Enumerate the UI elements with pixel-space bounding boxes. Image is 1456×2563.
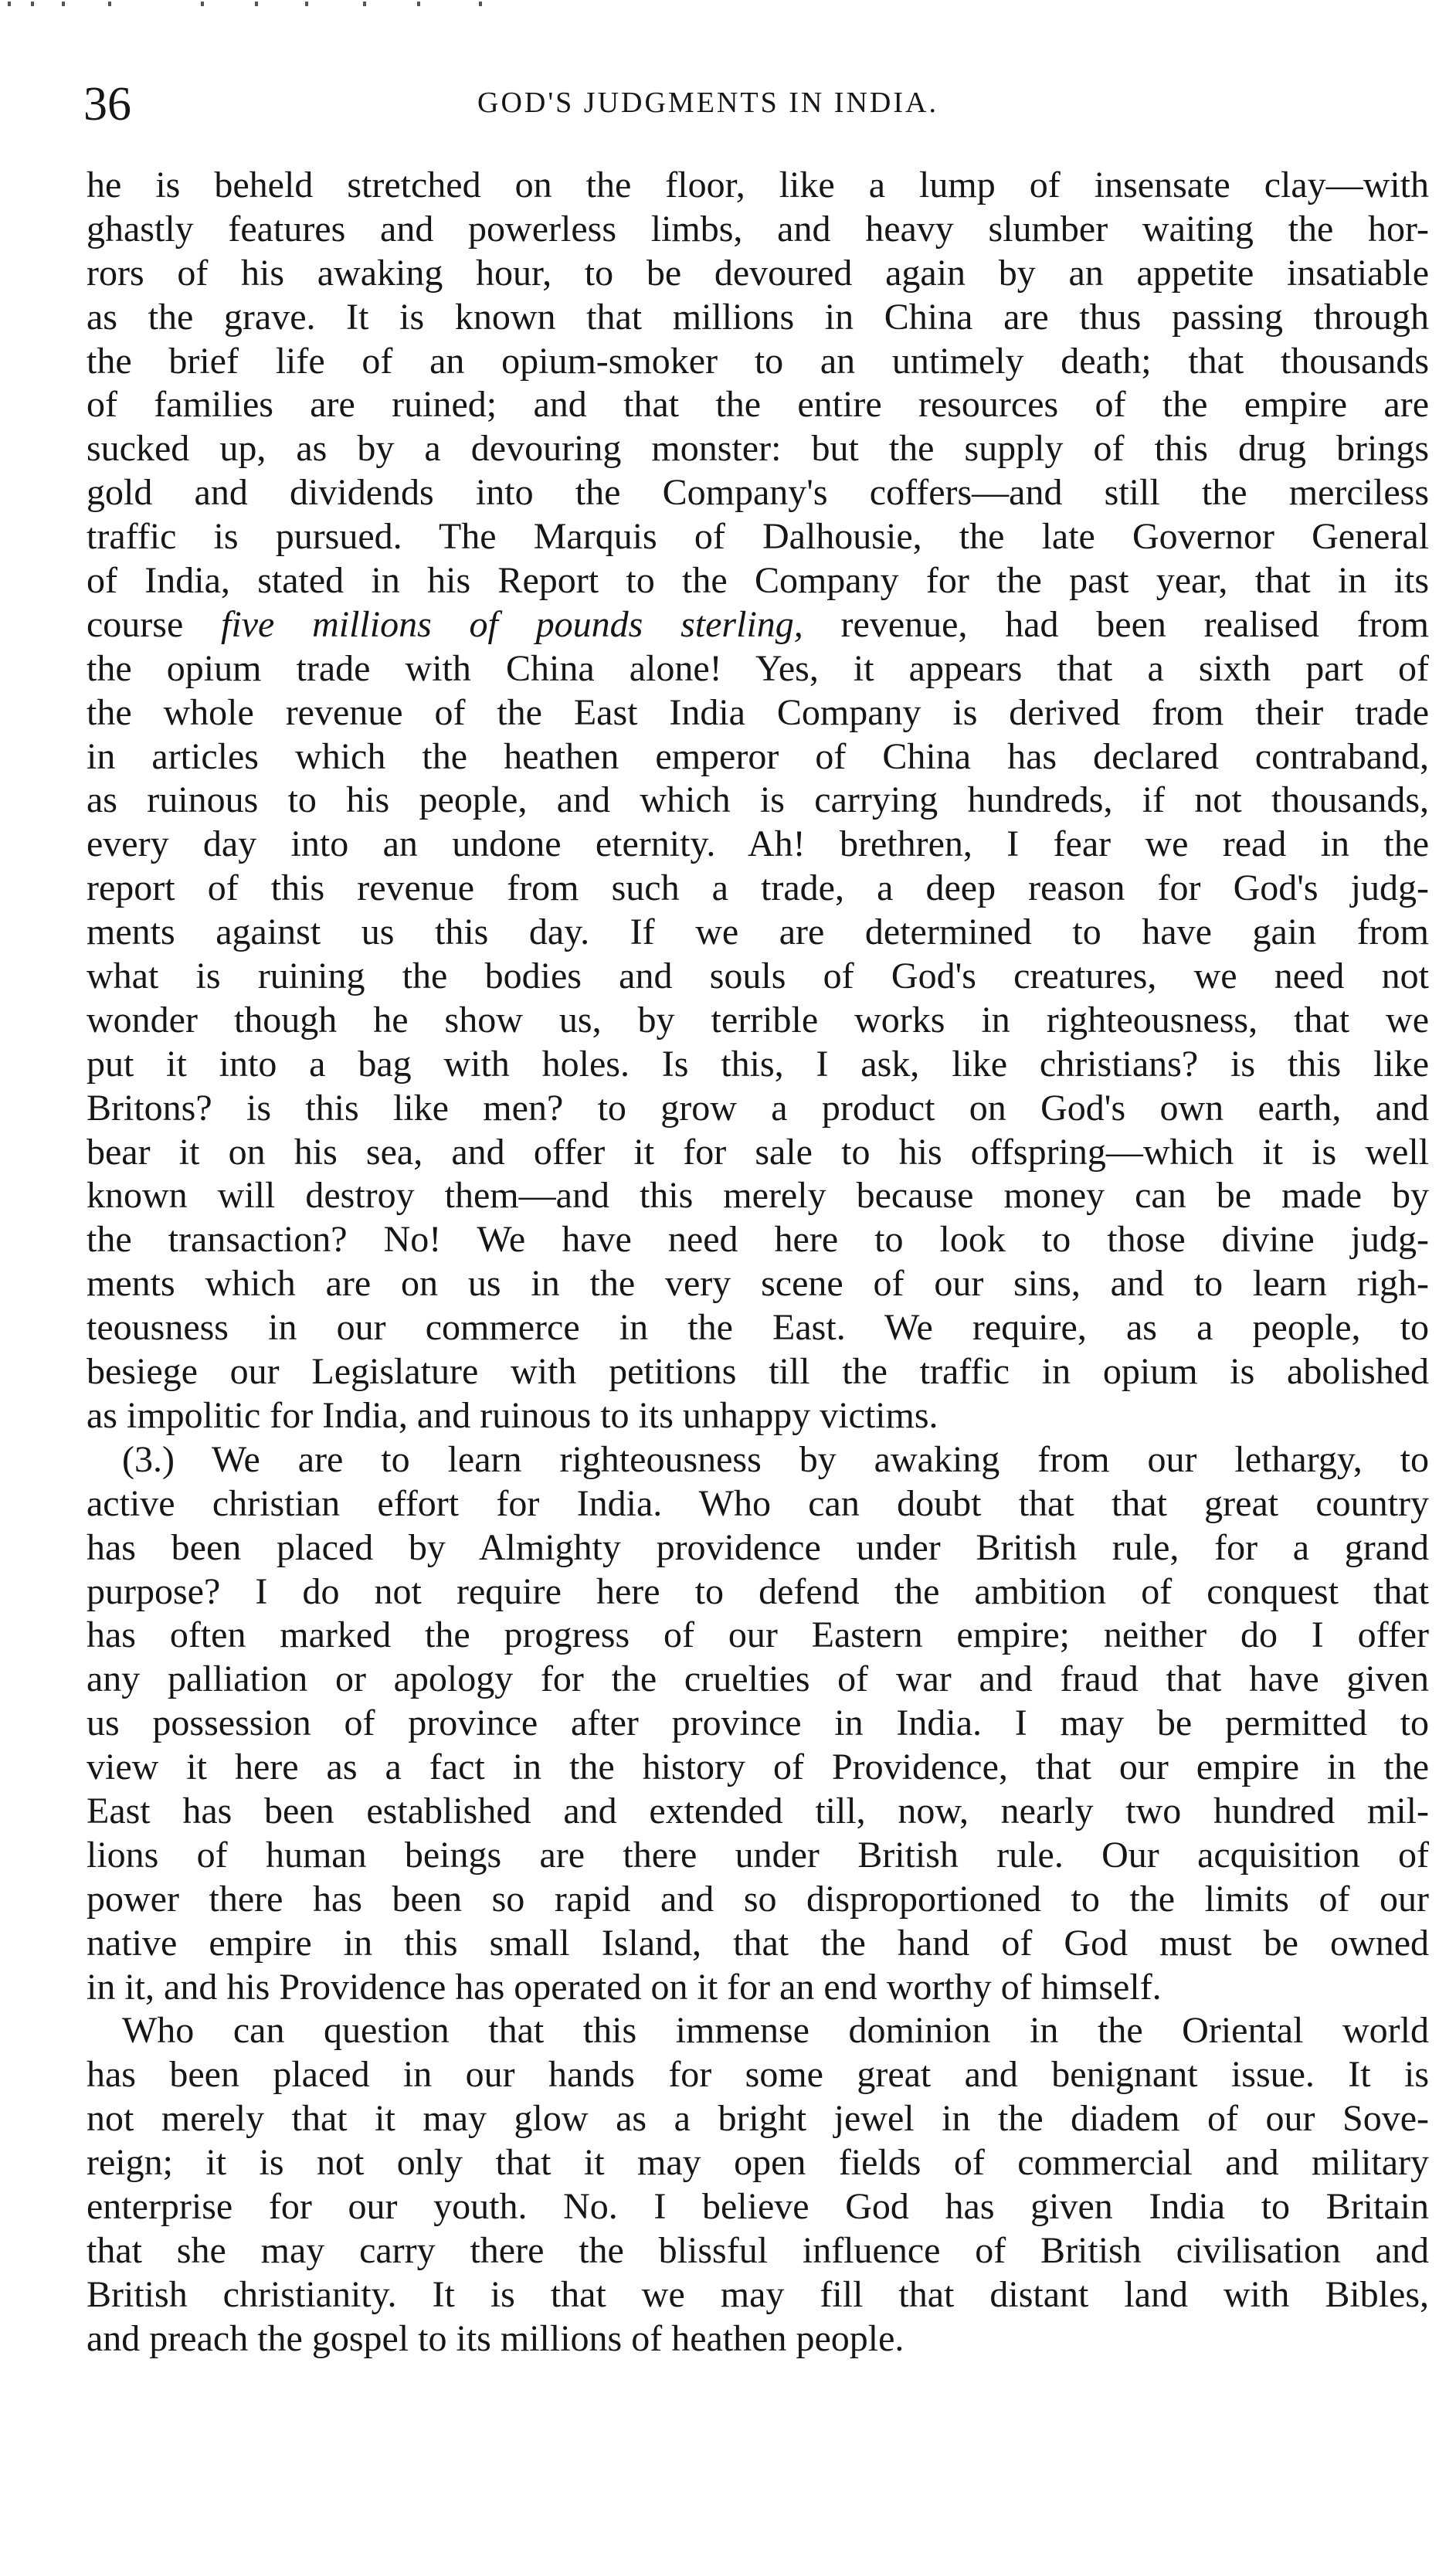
text-line: lions of human beings are there under British rule. Our acquisition of (87, 1834, 1429, 1876)
page-number: 36 (83, 78, 131, 131)
text-line: in articles which the heathen emperor of China has declared contraband, (87, 735, 1429, 777)
text-line: ments against us this day. If we are determined to have gain from (87, 911, 1429, 953)
text-line: has been placed in our hands for some great and benignant issue. It is (87, 2054, 1429, 2096)
text-line: bear it on his sea, and offer it for sale to his offspring—which it is well (87, 1131, 1429, 1173)
text-line: as the grave. It is known that millions in China are thus passing through (87, 296, 1429, 338)
text-line: as ruinous to his people, and which is carrying hundreds, if not thousands, (87, 779, 1429, 821)
running-head (83, 73, 1427, 135)
text-line: the brief life of an opium-smoker to an untimely death; that thousands (87, 340, 1429, 382)
text-line: ments which are on us in the very scene of our sins, and to learn righ- (87, 1263, 1429, 1305)
text-line: Who can question that this immense dominion in the Oriental world (122, 2010, 1429, 2052)
scan-speck (108, 2, 111, 6)
text-line: purpose? I do not require here to defend the ambition of conquest that (87, 1570, 1429, 1612)
text-line: known will destroy them—and this merely because money can be made by (87, 1175, 1429, 1217)
scan-speck (255, 2, 258, 6)
scan-speck (31, 2, 34, 6)
scan-speck (62, 2, 65, 6)
text-line: he is beheld stretched on the floor, like a lump of insensate clay—with (87, 165, 1429, 205)
text-line: British christianity. It is that we may fill that distant land with Bibles, (87, 2273, 1429, 2315)
text-line: of families are ruined; and that the entire resources of the empire are (87, 384, 1429, 426)
text-line: every day into an undone eternity. Ah! brethren, I fear we read in the (87, 823, 1429, 865)
text-line: gold and dividends into the Company's coffers—and still the merciless (87, 472, 1429, 514)
italic-phrase: five millions of pounds sterling, (221, 603, 803, 645)
text-line: sucked up, as by a devouring monster: but the supply of this drug brings (87, 428, 1429, 470)
text-line: active christian effort for India. Who can doubt that that great country (87, 1482, 1429, 1524)
text-line: in it, and his Providence has operated on it for an end worthy of himself. (87, 1966, 1162, 2008)
text-line: that she may carry there the blissful influence of British civilisation and (87, 2229, 1429, 2271)
text-line: what is ruining the bodies and souls of God's creatures, we need not (87, 956, 1429, 997)
text-line: report of this revenue from such a trade, a deep reason for God's judg- (87, 867, 1429, 909)
text-line: reign; it is not only that it may open fields of commercial and military (87, 2142, 1429, 2184)
text-line: put it into a bag with holes. Is this, I ask, like christians? is this like (87, 1043, 1429, 1085)
text-line: us possession of province after province in India. I may be permitted to (87, 1702, 1429, 1744)
text-line: ghastly features and powerless limbs, and heavy slumber waiting the hor- (87, 208, 1429, 250)
text-line: view it here as a fact in the history of Providence, that our empire in the (87, 1747, 1429, 1788)
text-line: wonder though he show us, by terrible works in righteousness, that we (87, 999, 1429, 1040)
scan-speck (479, 2, 482, 6)
text-line: rors of his awaking hour, to be devoured again by an appetite insatiable (87, 252, 1429, 294)
text-line: (3.) We are to learn righteousness by awaking from our lethargy, to (122, 1438, 1429, 1480)
text-line: teousness in our commerce in the East. We require, as a people, to (87, 1307, 1429, 1349)
text-line: East has been established and extended till, now, nearly two hundred mil- (87, 1790, 1429, 1831)
text-line: and preach the gospel to its millions of heathen people. (87, 2317, 904, 2359)
text-line: has been placed by Almighty providence under British rule, for a grand (87, 1526, 1429, 1568)
scan-artifacts (0, 0, 1456, 15)
text-segment: revenue, had been realised from (803, 603, 1429, 645)
text-line: any palliation or apology for the cruelties of war and fraud that have given (87, 1658, 1429, 1700)
text-line: has often marked the progress of our Eastern empire; neither do I offer (87, 1614, 1429, 1656)
scan-speck (417, 2, 420, 6)
scan-speck (201, 2, 204, 6)
text-line: as impolitic for India, and ruinous to its unhappy victims. (87, 1394, 938, 1436)
text-line: native empire in this small Island, that the hand of God must be owned (87, 1922, 1429, 1964)
scan-speck (363, 2, 366, 6)
scan-speck (8, 2, 11, 6)
text-segment: course (87, 603, 222, 645)
running-title: GOD'S JUDGMENTS IN INDIA. (477, 87, 938, 119)
text-line: of India, stated in his Report to the Company for the past year, that in its (87, 560, 1429, 602)
text-line (87, 603, 1429, 647)
text-line: power there has been so rapid and so disproportioned to the limits of our (87, 1878, 1429, 1920)
text-line: enterprise for our youth. No. I believe God has given India to Britain (87, 2185, 1429, 2227)
text-line: not merely that it may glow as a bright jewel in the diadem of our Sove- (87, 2098, 1429, 2140)
text-line: the whole revenue of the East India Company is derived from their trade (87, 691, 1429, 733)
text-line: the opium trade with China alone! Yes, it appears that a sixth part of (87, 647, 1429, 689)
text-line: besiege our Legislature with petitions till the traffic in opium is abolished (87, 1351, 1429, 1393)
body-text (87, 164, 1429, 2361)
text-line: the transaction? No! We have need here to look to those divine judg- (87, 1219, 1429, 1261)
scan-speck (305, 2, 308, 6)
text-line: Britons? is this like men? to grow a product on God's own earth, and (87, 1087, 1429, 1129)
text-line: traffic is pursued. The Marquis of Dalhousie, the late Governor General (87, 516, 1429, 558)
